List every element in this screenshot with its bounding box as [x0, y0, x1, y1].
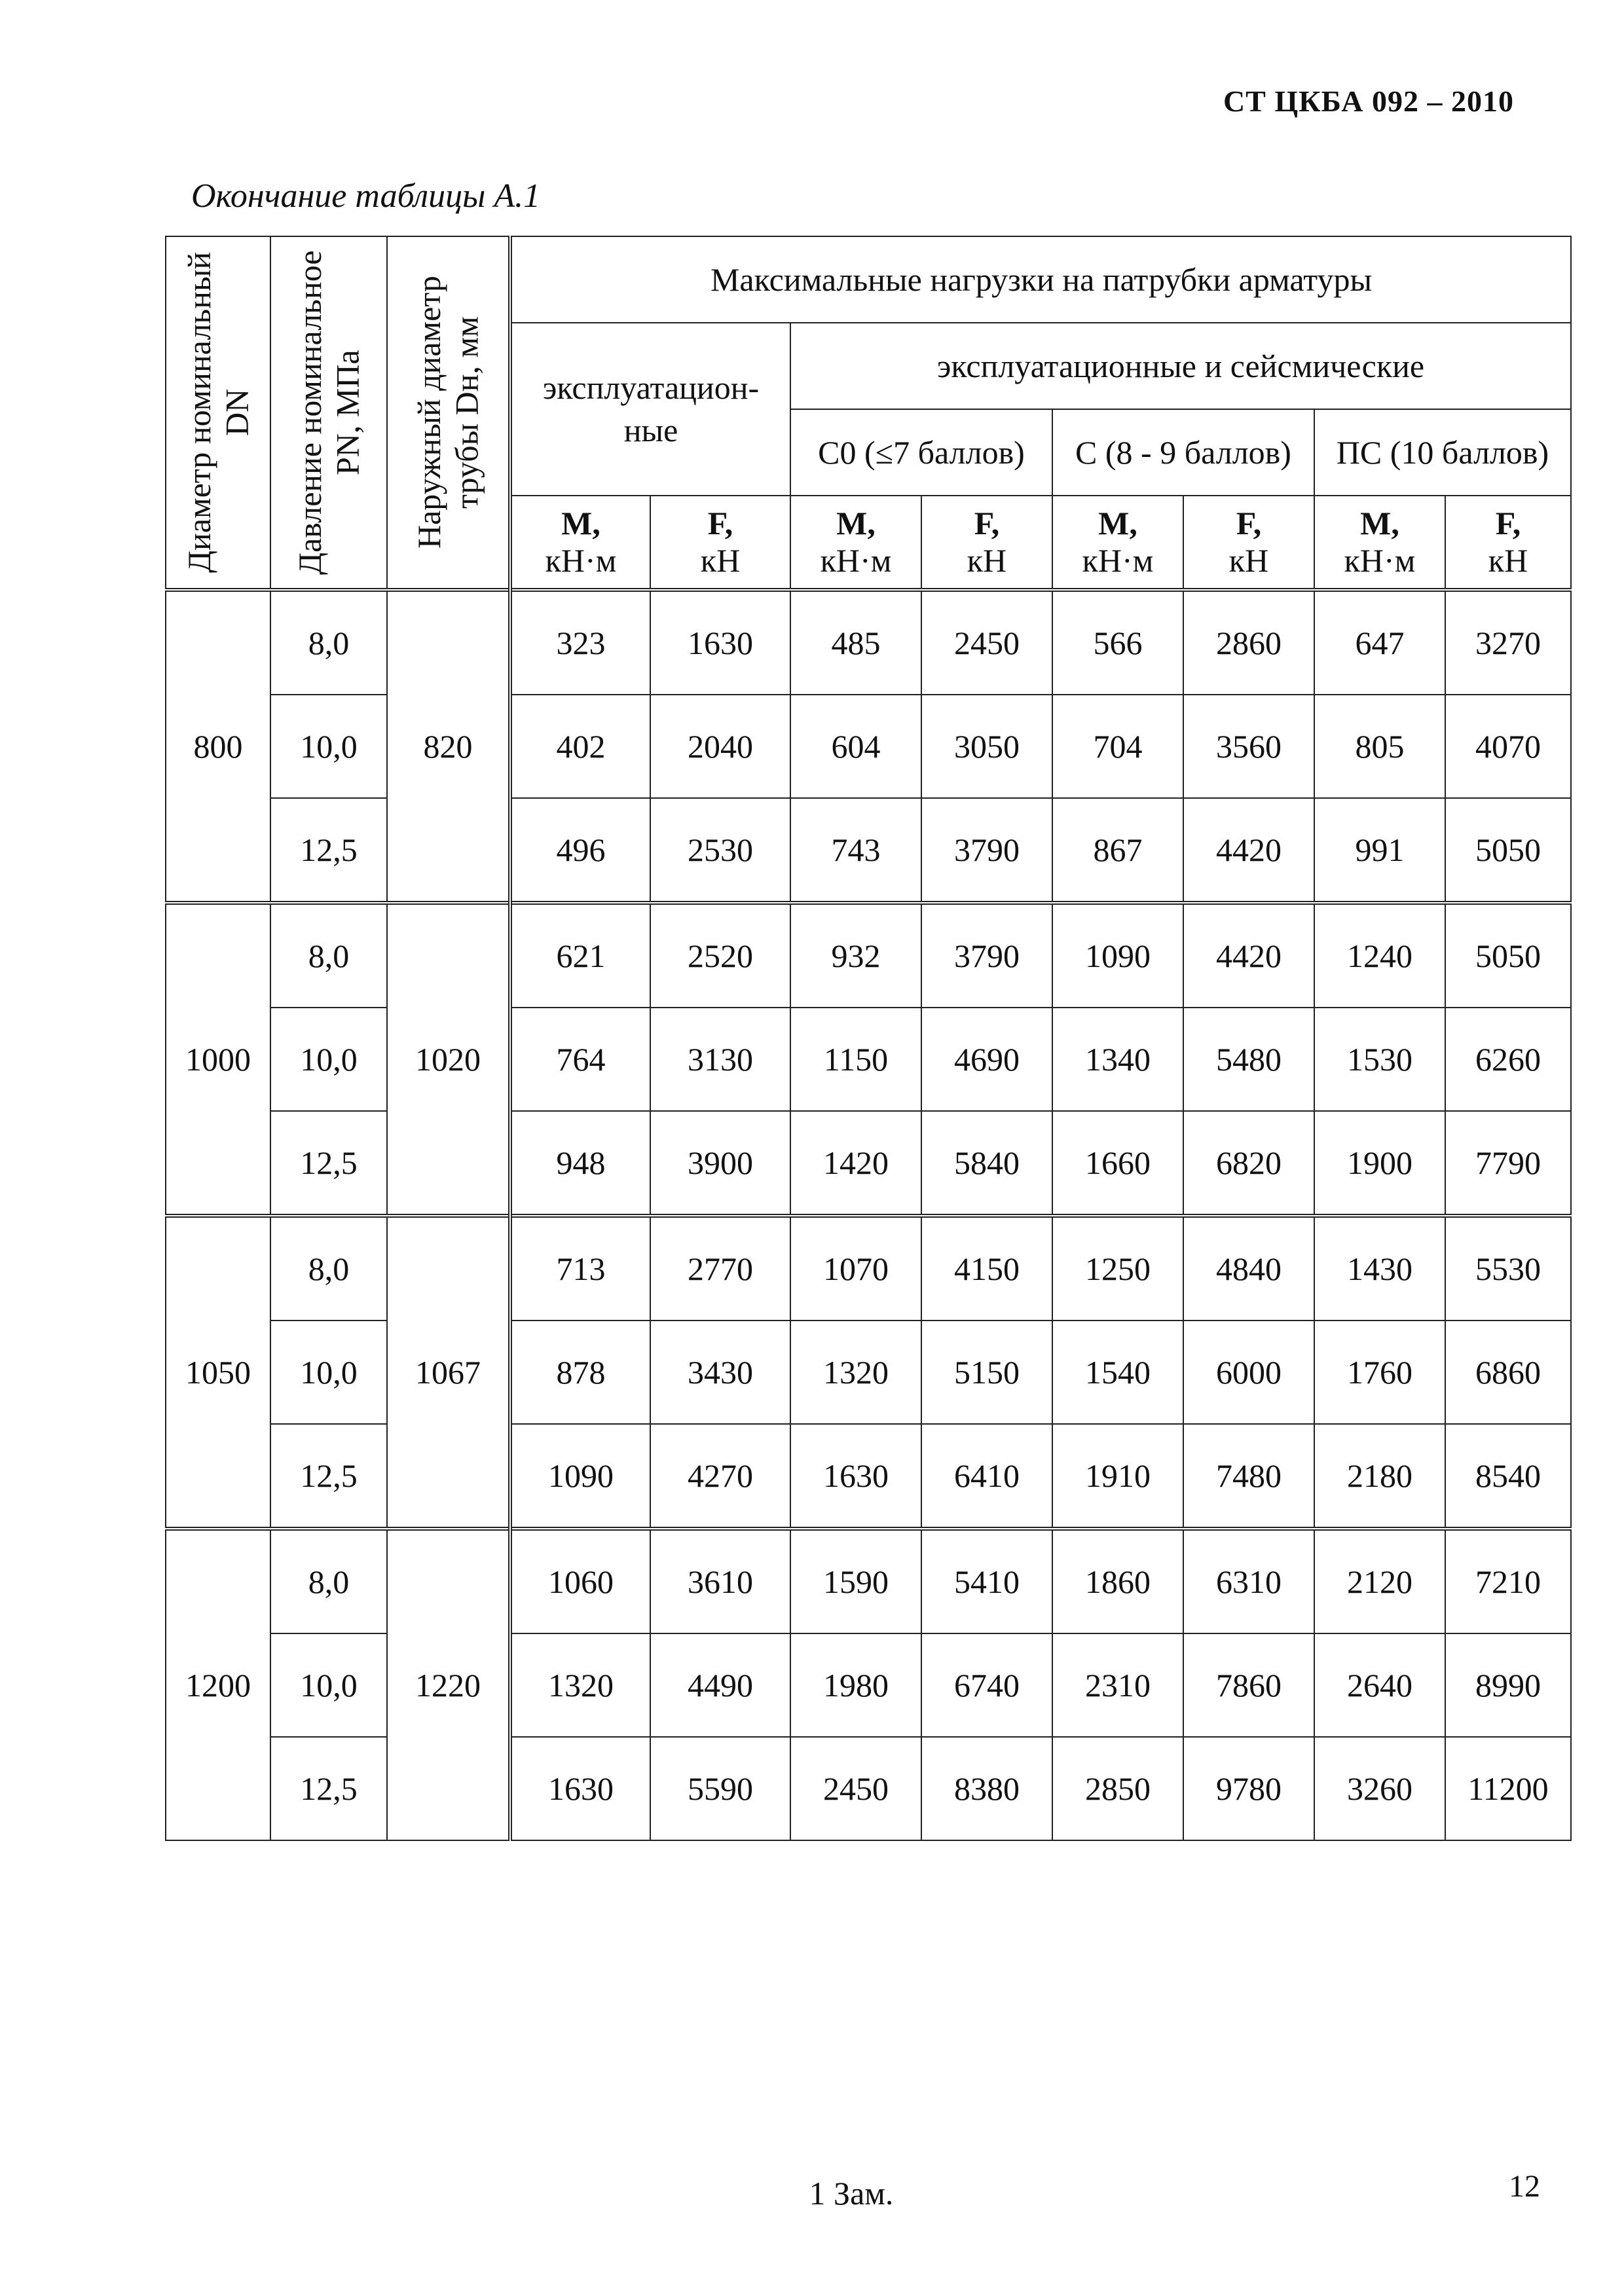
cell-moment: 485: [790, 590, 921, 695]
table-row: [166, 1633, 1571, 1737]
table-row: [166, 590, 1571, 695]
cell-moment: 1980: [790, 1633, 921, 1737]
cell-force: 6860: [1445, 1321, 1571, 1424]
cell-moment: 1090: [510, 1424, 650, 1529]
cell-moment: 402: [510, 695, 650, 798]
document-code: СТ ЦКБА 092 – 2010: [1223, 84, 1514, 118]
cell-pn: 8,0: [270, 903, 387, 1008]
unit-force: F, кН: [921, 496, 1052, 590]
cell-force: 5050: [1445, 798, 1571, 903]
cell-force: 3790: [921, 798, 1052, 903]
cell-moment: 1660: [1052, 1111, 1183, 1216]
cell-force: 8540: [1445, 1424, 1571, 1529]
cell-moment: 1090: [1052, 903, 1183, 1008]
cell-force: 4420: [1183, 798, 1314, 903]
cell-moment: 743: [790, 798, 921, 903]
cell-moment: 3260: [1314, 1737, 1445, 1840]
cell-force: 3430: [650, 1321, 790, 1424]
table-row: [166, 1216, 1571, 1321]
cell-moment: 867: [1052, 798, 1183, 903]
cell-force: 2770: [650, 1216, 790, 1321]
cell-moment: 1540: [1052, 1321, 1183, 1424]
cell-moment: 932: [790, 903, 921, 1008]
cell-force: 5410: [921, 1529, 1052, 1633]
cell-force: 5480: [1183, 1008, 1314, 1111]
cell-force: 6260: [1445, 1008, 1571, 1111]
table-caption: Окончание таблицы А.1: [191, 177, 541, 215]
cell-moment: 2450: [790, 1737, 921, 1840]
table-row: [166, 1008, 1571, 1111]
cell-pn: 8,0: [270, 1216, 387, 1321]
cell-moment: 1150: [790, 1008, 921, 1111]
cell-moment: 2180: [1314, 1424, 1445, 1529]
cell-force: 3050: [921, 695, 1052, 798]
cell-force: 3560: [1183, 695, 1314, 798]
cell-moment: 1340: [1052, 1008, 1183, 1111]
header-operational-seismic: эксплуатационные и сейсмические: [790, 323, 1571, 409]
table-row: [166, 903, 1571, 1008]
cell-force: 5840: [921, 1111, 1052, 1216]
cell-dh: 820: [387, 590, 510, 903]
cell-force: 2040: [650, 695, 790, 798]
header-c0: С0 (≤7 баллов): [790, 409, 1052, 496]
cell-pn: 10,0: [270, 1008, 387, 1111]
cell-force: 5050: [1445, 903, 1571, 1008]
cell-moment: 1590: [790, 1529, 921, 1633]
cell-moment: 1630: [790, 1424, 921, 1529]
change-note: 1 Зам.: [809, 2175, 894, 2212]
unit-moment: M, кН·м: [1052, 496, 1183, 590]
cell-force: 6310: [1183, 1529, 1314, 1633]
cell-moment: 604: [790, 695, 921, 798]
header-pn: Давление номинальное PN, МПа: [270, 236, 387, 590]
table-row: [166, 1737, 1571, 1840]
cell-moment: 323: [510, 590, 650, 695]
table-row: [166, 1321, 1571, 1424]
cell-moment: 1420: [790, 1111, 921, 1216]
cell-force: 4690: [921, 1008, 1052, 1111]
cell-dn: 1050: [166, 1216, 270, 1529]
header-dn: Диаметр номинальный DN: [166, 236, 270, 590]
table-row: [166, 1529, 1571, 1633]
cell-moment: 1860: [1052, 1529, 1183, 1633]
cell-force: 11200: [1445, 1737, 1571, 1840]
cell-moment: 2640: [1314, 1633, 1445, 1737]
cell-force: 4070: [1445, 695, 1571, 798]
unit-force: F, кН: [1183, 496, 1314, 590]
unit-force: F, кН: [650, 496, 790, 590]
cell-force: 3130: [650, 1008, 790, 1111]
cell-dh: 1020: [387, 903, 510, 1216]
cell-moment: 1630: [510, 1737, 650, 1840]
cell-moment: 805: [1314, 695, 1445, 798]
cell-moment: 1900: [1314, 1111, 1445, 1216]
cell-moment: 764: [510, 1008, 650, 1111]
unit-force: F, кН: [1445, 496, 1571, 590]
cell-pn: 12,5: [270, 1111, 387, 1216]
cell-pn: 10,0: [270, 1633, 387, 1737]
cell-pn: 8,0: [270, 1529, 387, 1633]
table-row: [166, 1424, 1571, 1529]
unit-moment: M, кН·м: [790, 496, 921, 590]
cell-force: 3270: [1445, 590, 1571, 695]
cell-force: 7210: [1445, 1529, 1571, 1633]
cell-force: 4490: [650, 1633, 790, 1737]
cell-force: 9780: [1183, 1737, 1314, 1840]
cell-force: 7860: [1183, 1633, 1314, 1737]
loads-table: [165, 236, 1572, 1841]
unit-moment: M, кН·м: [1314, 496, 1445, 590]
cell-force: 6000: [1183, 1321, 1314, 1424]
cell-moment: 1320: [510, 1633, 650, 1737]
table-row: [166, 798, 1571, 903]
cell-force: 4270: [650, 1424, 790, 1529]
cell-force: 5530: [1445, 1216, 1571, 1321]
cell-moment: 647: [1314, 590, 1445, 695]
page-number: 12: [1509, 2169, 1540, 2204]
cell-force: 3790: [921, 903, 1052, 1008]
cell-moment: 1910: [1052, 1424, 1183, 1529]
header-max-loads: Максимальные нагрузки на патрубки арматуры: [510, 236, 1571, 323]
cell-force: 8380: [921, 1737, 1052, 1840]
header-operational: эксплуатацион-ные: [510, 323, 790, 496]
cell-moment: 1060: [510, 1529, 650, 1633]
cell-moment: 878: [510, 1321, 650, 1424]
cell-moment: 1760: [1314, 1321, 1445, 1424]
cell-force: 6740: [921, 1633, 1052, 1737]
cell-force: 8990: [1445, 1633, 1571, 1737]
cell-pn: 12,5: [270, 1737, 387, 1840]
header-pc10: ПС (10 баллов): [1314, 409, 1571, 496]
header-c8-9: С (8 - 9 баллов): [1052, 409, 1314, 496]
cell-force: 2860: [1183, 590, 1314, 695]
cell-force: 4150: [921, 1216, 1052, 1321]
cell-pn: 12,5: [270, 1424, 387, 1529]
cell-moment: 1320: [790, 1321, 921, 1424]
header-dh: Наружный диаметр трубы Dн, мм: [387, 236, 510, 590]
cell-moment: 713: [510, 1216, 650, 1321]
cell-moment: 2850: [1052, 1737, 1183, 1840]
cell-pn: 8,0: [270, 590, 387, 695]
cell-dn: 800: [166, 590, 270, 903]
cell-dn: 1000: [166, 903, 270, 1216]
cell-pn: 12,5: [270, 798, 387, 903]
cell-moment: 1530: [1314, 1008, 1445, 1111]
cell-moment: 566: [1052, 590, 1183, 695]
cell-dh: 1067: [387, 1216, 510, 1529]
cell-moment: 2120: [1314, 1529, 1445, 1633]
cell-force: 1630: [650, 590, 790, 695]
cell-force: 4420: [1183, 903, 1314, 1008]
cell-moment: 1250: [1052, 1216, 1183, 1321]
cell-moment: 2310: [1052, 1633, 1183, 1737]
cell-force: 6410: [921, 1424, 1052, 1529]
cell-force: 2530: [650, 798, 790, 903]
cell-force: 6820: [1183, 1111, 1314, 1216]
cell-force: 2450: [921, 590, 1052, 695]
table-row: [166, 695, 1571, 798]
cell-moment: 1430: [1314, 1216, 1445, 1321]
cell-force: 7790: [1445, 1111, 1571, 1216]
cell-pn: 10,0: [270, 1321, 387, 1424]
cell-moment: 496: [510, 798, 650, 903]
cell-force: 5590: [650, 1737, 790, 1840]
cell-force: 2520: [650, 903, 790, 1008]
cell-moment: 1070: [790, 1216, 921, 1321]
cell-force: 7480: [1183, 1424, 1314, 1529]
table-row: [166, 1111, 1571, 1216]
cell-moment: 948: [510, 1111, 650, 1216]
cell-force: 4840: [1183, 1216, 1314, 1321]
cell-moment: 1240: [1314, 903, 1445, 1008]
cell-dn: 1200: [166, 1529, 270, 1840]
cell-moment: 621: [510, 903, 650, 1008]
cell-force: 3900: [650, 1111, 790, 1216]
cell-dh: 1220: [387, 1529, 510, 1840]
cell-force: 5150: [921, 1321, 1052, 1424]
cell-moment: 991: [1314, 798, 1445, 903]
cell-moment: 704: [1052, 695, 1183, 798]
cell-pn: 10,0: [270, 695, 387, 798]
unit-moment: M, кН·м: [510, 496, 650, 590]
cell-force: 3610: [650, 1529, 790, 1633]
